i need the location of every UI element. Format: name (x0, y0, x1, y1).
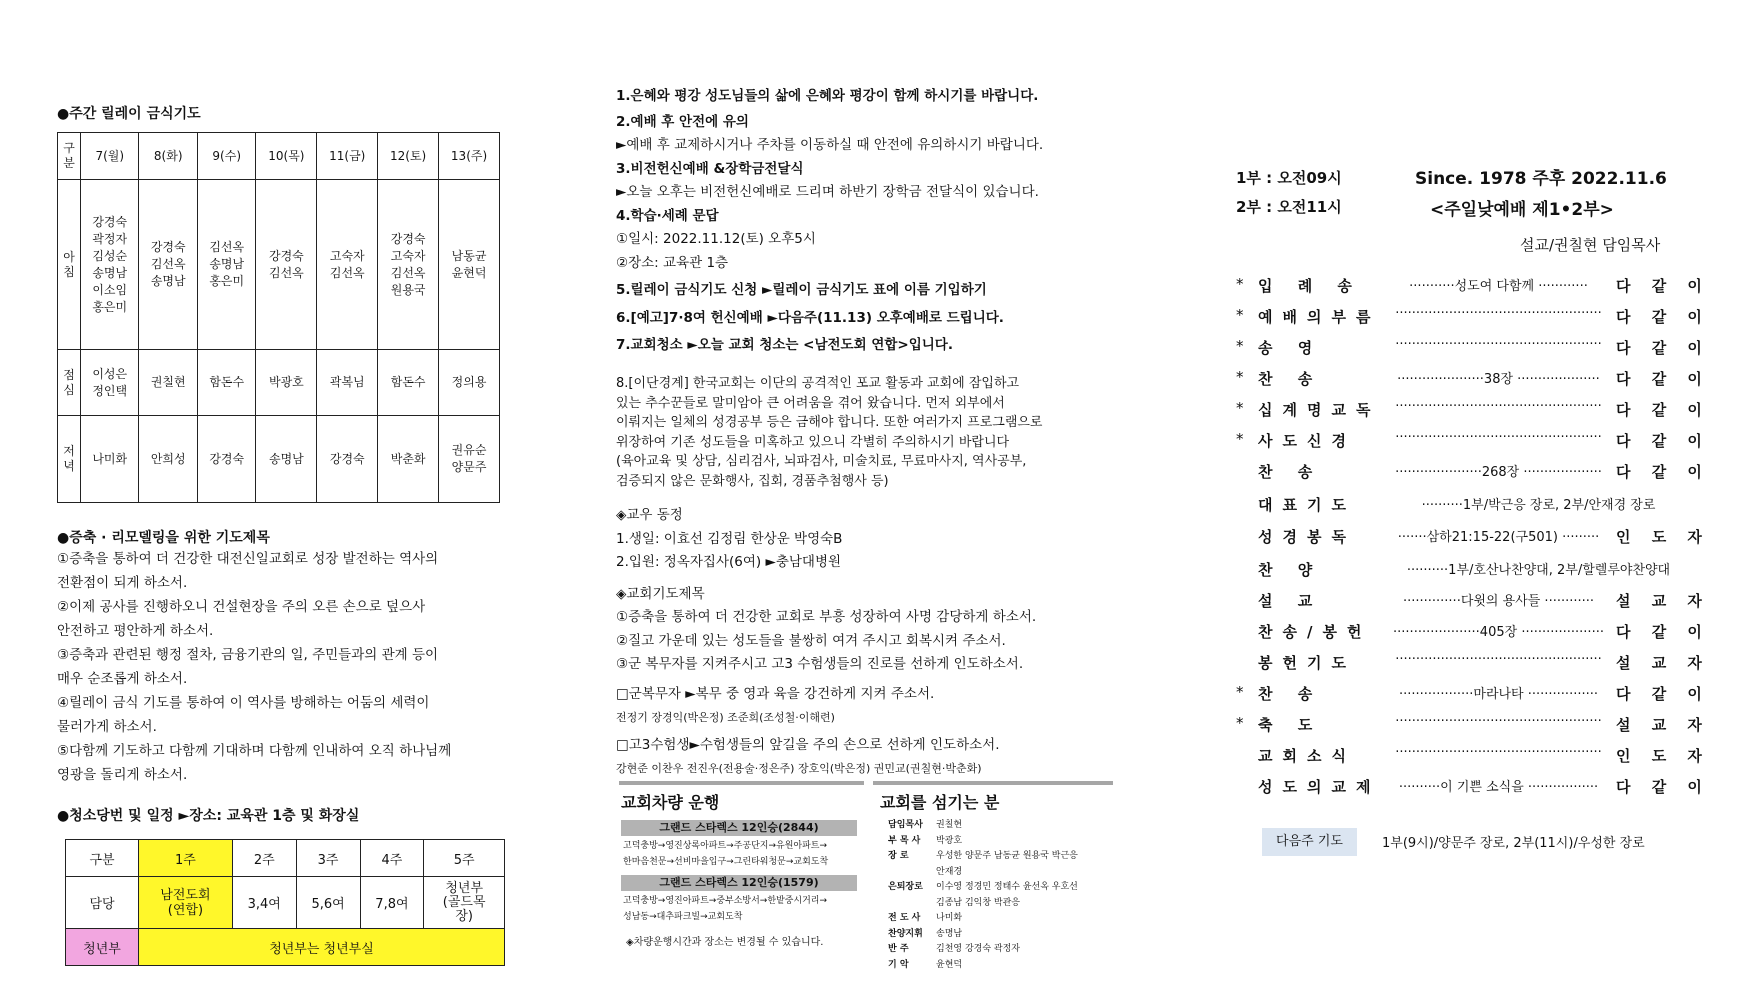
service-time-2: 2부 : 오전11시 (1236, 198, 1342, 216)
worship-title: 봉헌기도 (1258, 654, 1356, 672)
service-time-1: 1부 : 오전09시 (1236, 169, 1342, 187)
table-header-cell: 11(금) (317, 133, 378, 180)
vehicle-name: 그랜드 스타렉스 12인승(1579) (621, 875, 857, 891)
table-cell: 강경숙 김선옥 송명남 (139, 180, 197, 350)
worship-item (1236, 559, 1696, 587)
list-item: 장 로 우성한 양문주 남동균 원용국 박근응 (888, 851, 1078, 861)
list-item: 부 목 사 박광호 (888, 835, 963, 846)
worship-title: 십계명교독 (1258, 401, 1381, 419)
worship-leader: 설 교 자 (1616, 654, 1710, 672)
worship-item (1236, 652, 1710, 680)
table-cell: 강경숙 (197, 416, 255, 503)
worship-detail: ··············다윗의 용사들 ············ (1402, 594, 1595, 609)
worship-leader: 다 같 이 (1616, 339, 1710, 357)
worship-leader: 다 같 이 (1616, 308, 1710, 326)
text-line: 있는 추수꾼들로 말미암아 큰 어려움을 겪어 왔습니다. 먼저 외부에서 (616, 395, 1005, 411)
list-item: 기 악 윤현덕 (888, 959, 963, 970)
prayer-line: ②이제 공사를 진행하오니 건설현장을 주의 오른 손으로 덮으사 (57, 599, 426, 615)
announcement-item: 7.교회청소 ►오늘 교회 청소는 <남전도회 연합>입니다. (616, 337, 953, 353)
table-cell: 3,4여 (232, 877, 296, 929)
relay-title: ●주간 릴레이 금식기도 (57, 106, 201, 122)
table-header-cell: 8(화) (139, 133, 197, 180)
table-cell: 안희성 (139, 416, 197, 503)
announcement-item: 4.학습·세례 문답 (616, 207, 719, 224)
heresy-warning (616, 374, 1096, 491)
worship-leader: 다 같 이 (1616, 432, 1710, 450)
announcement-item: 5.릴레이 금식기도 신청 ►릴레이 금식기도 표에 이름 기입하기 (616, 282, 987, 298)
route-line: 성남동→대추파크빌→교회도착 (623, 912, 743, 922)
row-label: 저 녁 (58, 416, 81, 503)
worship-item (1236, 714, 1710, 742)
row-label: 점 심 (58, 350, 81, 416)
worship-leader: 다 같 이 (1616, 277, 1710, 295)
announcement-text: ►오늘 오후는 비전헌신예배로 드리며 하반기 장학금 전달식이 있습니다. (616, 184, 1039, 200)
table-cell: 7,8여 (360, 877, 424, 929)
worship-item (1236, 494, 1696, 522)
table-header-cell: 12(토) (378, 133, 439, 180)
worship-title: 찬 송 (1258, 370, 1323, 388)
worship-title: 대표기도 (1258, 496, 1356, 514)
prayer-line: ④릴레이 금식 기도를 통하여 이 역사를 방해하는 어둠의 세력이 (57, 695, 430, 711)
worship-item (1236, 368, 1710, 396)
worship-leader: 인 도 자 (1616, 528, 1710, 546)
worship-star: * (1236, 430, 1244, 448)
table-cell: 강경숙 곽정자 김성순 송명남 이소임 홍은미 (81, 180, 139, 350)
worship-title: 찬 송 (1258, 463, 1323, 481)
worship-detail: ·················································· (1395, 714, 1602, 729)
table-cell: 박춘화 (378, 416, 439, 503)
prayer-line: 전환점이 되게 하소서. (57, 575, 188, 591)
text-line: 1.생일: 이효선 김정림 한상운 박영숙B (616, 530, 843, 547)
table-cell: 함돈수 (378, 350, 439, 416)
cleaning-title: ●청소당번 및 일정 ►장소: 교육관 1층 및 화장실 (57, 808, 360, 824)
table-cell: 송명남 (256, 416, 317, 503)
worship-title: 찬 송 (1258, 685, 1323, 703)
worship-item (1236, 399, 1710, 427)
preacher: 설교/권칠현 담임목사 (1520, 236, 1661, 254)
table-cell: 고숙자 김선옥 (317, 180, 378, 350)
relay-fasting-table (57, 132, 500, 503)
text-line: 검증되지 않은 문화행사, 집회, 경품추첨행사 등) (616, 473, 889, 489)
worship-item (1236, 337, 1710, 365)
table-cell: 함돈수 (197, 350, 255, 416)
worship-detail: ·······삼하21:15-22(구501) ········· (1397, 530, 1600, 545)
table-header-cell: 13(주) (439, 133, 500, 180)
table-cell: 청년부는 청년부실 (139, 929, 505, 966)
date-heading: Since. 1978 주후 2022.11.6 (1415, 169, 1667, 189)
table-cell: 김선옥 송명남 홍은미 (197, 180, 255, 350)
table-cell: 권칠현 (139, 350, 197, 416)
servants-list (888, 818, 1118, 973)
prayer-title: ●증축 · 리모델링을 위한 기도제목 (57, 530, 270, 546)
worship-detail: ·················································· (1395, 430, 1602, 445)
prayer-line: 물러가게 하소서. (57, 719, 157, 735)
list-item: 찬양지휘 송명남 (888, 928, 963, 939)
announcement-item: 3.비전헌신예배 &장학금전달식 (616, 160, 804, 177)
table-cell: 남전도회 (연합) (139, 877, 233, 929)
list-item: 김종남 김익창 박관응 (936, 897, 1020, 908)
vehicle-title: 교회차량 운행 (621, 793, 720, 812)
worship-detail: ··················마라나타 ················· (1399, 687, 1598, 702)
table-header-cell: 9(수) (197, 133, 255, 180)
worship-star: * (1236, 368, 1244, 386)
announcement-text: ►예배 후 교제하시거나 주차를 이동하실 때 안전에 유의하시기 바랍니다. (616, 137, 1044, 153)
prayer-list (57, 547, 527, 787)
announcement-text: ①일시: 2022.11.12(토) 오후5시 (616, 231, 816, 247)
cleaning-table (65, 839, 505, 966)
names-line: 강현준 이찬우 전진우(전용술·정은주) 장호익(박은정) 권민교(권칠현·박춘화) (616, 762, 982, 775)
table-cell: 담당 (66, 877, 139, 929)
worship-leader: 설 교 자 (1616, 592, 1710, 610)
worship-title: 입 례 송 (1258, 277, 1362, 295)
table-cell: 정의용 (439, 350, 500, 416)
names-line: 전정기 장경익(박은정) 조준희(조성철·이해련) (616, 711, 835, 724)
table-row (58, 416, 500, 503)
route-line: 한마음천문→선비마을입구→그린타워청문→교회도착 (623, 857, 829, 867)
worship-star: * (1236, 306, 1244, 324)
worship-item (1236, 526, 1710, 554)
worship-detail: ·················································· (1395, 337, 1602, 352)
table-header-cell: 구 분 (58, 133, 81, 180)
table-header-cell: 7(월) (81, 133, 139, 180)
text-line: (육아교육 및 상담, 심리검사, 뇌파검사, 미술치료, 무료마사지, 역사공부, (616, 454, 1027, 469)
next-week-prayer: 1부(9시)/양문주 장로, 2부(11시)/우성한 장로 (1382, 836, 1645, 851)
worship-star: * (1236, 714, 1244, 732)
worship-item (1236, 275, 1710, 303)
table-header-cell: 2주 (232, 840, 296, 877)
worship-detail: ·····················405장 ···················· (1393, 625, 1604, 640)
table-cell: 강경숙 (317, 416, 378, 503)
row-label: 아 침 (58, 180, 81, 350)
worship-item (1236, 430, 1710, 458)
worship-leader: 다 같 이 (1616, 370, 1710, 388)
table-cell: 청년부 (골드목 장) (424, 877, 505, 929)
worship-item (1236, 306, 1710, 334)
worship-detail: ·····················268장 ··················· (1395, 465, 1602, 480)
table-cell: 나미화 (81, 416, 139, 503)
worship-star: * (1236, 337, 1244, 355)
table-cell: 청년부 (66, 929, 139, 966)
worship-detail: ···········성도여 다함께 ············ (1409, 279, 1588, 294)
worship-title: 송 영 (1258, 339, 1323, 357)
table-row (58, 133, 500, 180)
worship-title: 성경봉독 (1258, 528, 1356, 546)
text-line: ②질고 가운데 있는 성도들을 불쌍히 여겨 주시고 회복시켜 주소서. (616, 632, 1006, 649)
table-header-cell: 10(목) (256, 133, 317, 180)
worship-title: 찬 양 (1258, 561, 1323, 579)
table-cell: 남동균 윤현덕 (439, 180, 500, 350)
worship-item (1236, 461, 1710, 489)
worship-detail: ·················································· (1395, 652, 1602, 667)
prayer-line: 매우 순조롭게 하소서. (57, 671, 188, 687)
text-line: □고3수험생►수험생들의 앞길을 주의 손으로 선하게 인도하소서. (616, 736, 1000, 753)
worship-item (1236, 683, 1710, 711)
table-row (66, 877, 505, 929)
next-week-label: 다음주 기도 (1262, 828, 1357, 856)
worship-title: 성도의교제 (1258, 778, 1381, 796)
announcement-text: ②장소: 교육관 1층 (616, 254, 729, 271)
table-header-cell: 5주 (424, 840, 505, 877)
list-item: 은퇴장로 이수영 정경민 정태수 윤선옥 우호선 (888, 882, 1078, 892)
worship-star: * (1236, 275, 1244, 293)
table-row (58, 350, 500, 416)
worship-detail: ·····················38장 ···················· (1397, 372, 1600, 387)
worship-detail: ··········1부/박근응 장로, 2부/안재경 장로 (1421, 498, 1656, 513)
prayer-line: 영광을 돌리게 하소서. (57, 767, 188, 783)
worship-item (1236, 745, 1710, 773)
table-cell: 박광호 (256, 350, 317, 416)
worship-leader: 다 같 이 (1616, 401, 1710, 419)
list-item: 반 주 김천영 강경숙 곽정자 (888, 944, 1020, 954)
worship-item (1236, 590, 1710, 618)
announcement-item: 6.[예고]7·8여 헌신예배 ►다음주(11.13) 오후예배로 드립니다. (616, 309, 1004, 326)
list-item: 담임목사 권칠현 (888, 820, 963, 830)
worship-leader: 인 도 자 (1616, 747, 1710, 765)
worship-item (1236, 776, 1710, 804)
worship-leader: 다 같 이 (1616, 463, 1710, 481)
table-cell: 곽복님 (317, 350, 378, 416)
announcement-item: 1.은혜와 평강 성도님들의 삶에 은혜와 평강이 함께 하시기를 바랍니다. (616, 88, 1039, 104)
table-header-cell: 4주 (360, 840, 424, 877)
announcement-item: 2.예배 후 안전에 유의 (616, 113, 749, 130)
vehicle-name: 그랜드 스타렉스 12인승(2844) (621, 820, 857, 836)
worship-leader: 설 교 자 (1616, 716, 1710, 734)
list-item: 안재경 (936, 866, 963, 877)
divider (619, 781, 864, 785)
worship-detail: ·················································· (1395, 745, 1602, 760)
worship-title: 설 교 (1258, 592, 1323, 610)
vehicle-route (623, 893, 863, 925)
table-cell: 강경숙 김선옥 (256, 180, 317, 350)
prayer-line: ③증축과 관련된 행정 절차, 금융기관의 일, 주민들과의 관계 등이 (57, 647, 439, 663)
table-header-cell: 3주 (296, 840, 360, 877)
worship-detail: ··········이 기쁜 소식을 ················· (1398, 780, 1599, 795)
text-line: 2.입원: 정옥자집사(6여) ►충남대병원 (616, 554, 842, 570)
servants-title: 교회를 섬기는 분 (880, 793, 1000, 812)
table-header-cell: 1주 (139, 840, 233, 877)
section-title: ◈교회기도제목 (616, 585, 705, 602)
table-cell: 5,6여 (296, 877, 360, 929)
table-row (66, 929, 505, 966)
worship-title: 축 도 (1258, 716, 1323, 734)
list-item: 전 도 사 나미화 (888, 913, 963, 923)
divider (873, 781, 1113, 785)
vehicle-route (623, 838, 863, 870)
text-line: 이뤄지는 일체의 성경공부 등은 금해야 합니다. 또한 여러가지 프로그램으로 (616, 415, 1043, 430)
text-line: 8.[이단경계] 한국교회는 이단의 공격적인 포교 활동과 교회에 잠입하고 (616, 376, 1020, 391)
table-cell: 강경숙 고숙자 김선옥 원용국 (378, 180, 439, 350)
worship-detail: ·················································· (1395, 399, 1602, 414)
prayer-line: ①증축을 통하여 더 건강한 대전신일교회로 성장 발전하는 역사의 (57, 551, 439, 567)
worship-item (1236, 621, 1710, 649)
worship-leader: 다 같 이 (1616, 623, 1710, 641)
table-cell: 이성은 정인택 (81, 350, 139, 416)
table-header-cell: 구분 (66, 840, 139, 877)
announcements (616, 85, 1096, 358)
prayer-line: ⑤다함께 기도하고 다함께 기대하며 다함께 인내하여 오직 하나님께 (57, 743, 452, 759)
members-news (616, 504, 1096, 781)
worship-title: 찬송/봉헌 (1258, 623, 1372, 641)
worship-title: 사도신경 (1258, 432, 1356, 450)
worship-star: * (1236, 683, 1244, 701)
route-line: 고덕충방→영진상록아파트→주공단지→유원아파트→ (623, 841, 828, 851)
service-title: <주일낮예배 제1•2부> (1430, 200, 1614, 220)
table-cell: 권유순 양문주 (439, 416, 500, 503)
route-line: 고덕충방→영진아파트→중부소방서→한밭중시거리→ (623, 896, 828, 906)
text-line: □군복무자 ►복무 중 영과 육을 강건하게 지켜 주소서. (616, 685, 935, 702)
worship-title: 교회소식 (1258, 747, 1356, 765)
section-title: ◈교우 동정 (616, 507, 683, 523)
worship-detail: ·················································· (1395, 306, 1602, 321)
text-line: 위장하여 기존 성도들을 미혹하고 있으니 각별히 주의하시기 바랍니다 (616, 434, 1010, 450)
text-line: ①증축을 통하여 더 건강한 교회로 부흥 성장하여 사명 감당하게 하소서. (616, 609, 1037, 625)
worship-star: * (1236, 399, 1244, 417)
worship-title: 예배의부름 (1258, 308, 1381, 326)
vehicle-note: ◈차량운행시간과 장소는 변경될 수 있습니다. (626, 937, 824, 948)
table-row (58, 180, 500, 350)
worship-detail: ··········1부/호산나찬양대, 2부/할렐루야찬양대 (1406, 563, 1671, 578)
worship-leader: 다 같 이 (1616, 778, 1710, 796)
table-row (66, 840, 505, 877)
prayer-line: 안전하고 평안하게 하소서. (57, 623, 214, 639)
text-line: ③군 복무자를 지켜주시고 고3 수험생들의 진로를 선하게 인도하소서. (616, 656, 1024, 672)
worship-leader: 다 같 이 (1616, 685, 1710, 703)
